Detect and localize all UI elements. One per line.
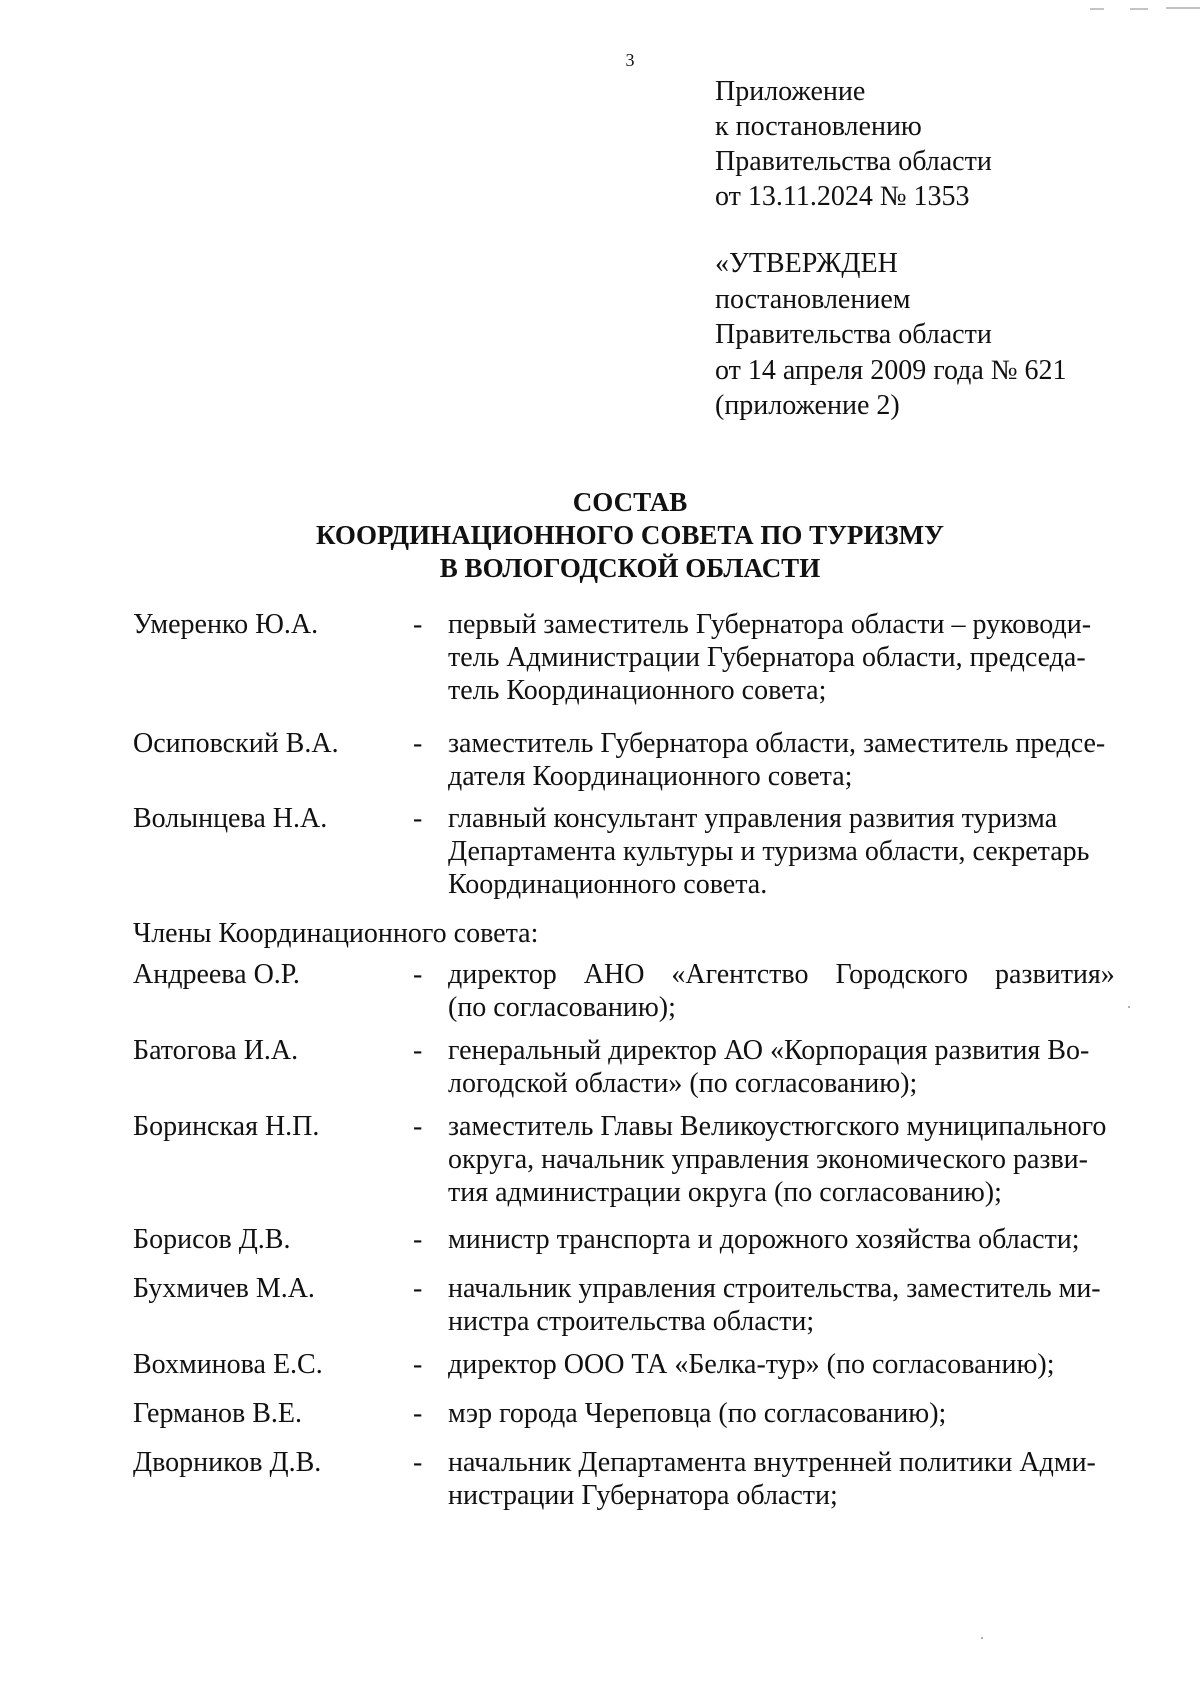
member-role <box>448 1272 1128 1338</box>
member-dash: - <box>413 1035 423 1066</box>
approval-stamp-text <box>715 246 1067 424</box>
role-line: тель Координационного совета; <box>448 675 827 706</box>
appendix-line: Правительства области <box>715 146 992 177</box>
approval-line: постановлением <box>715 283 911 315</box>
role-line: генеральный директор АО «Корпорация развития Во- <box>448 1035 1090 1066</box>
member-name: Волынцева Н.А. <box>133 803 328 834</box>
member-name: Вохминова Е.С. <box>133 1349 323 1380</box>
scan-speck <box>1128 1006 1130 1008</box>
member-role <box>448 1446 1128 1512</box>
member-role <box>448 1397 1128 1430</box>
member-name: Батогова И.А. <box>133 1035 299 1066</box>
role-line: дателя Координационного совета; <box>448 761 853 792</box>
member-dash: - <box>413 1349 423 1380</box>
role-line: Координационного совета. <box>448 869 768 900</box>
member-name: Боринская Н.П. <box>133 1111 320 1142</box>
appendix-line: Приложение <box>715 76 866 107</box>
role-line: логодской области» (по согласованию); <box>448 1068 918 1099</box>
member-dash: - <box>413 803 423 834</box>
role-line: тель Администрации Губернатора области, председа- <box>448 642 1086 673</box>
member-dash: - <box>413 1273 423 1304</box>
title-line: СОСТАВ <box>572 487 688 517</box>
role-line: (по согласованию); <box>448 992 676 1023</box>
role-line: начальник Департамента внутренней политики Адми- <box>448 1447 1096 1478</box>
member-role <box>448 1034 1128 1100</box>
role-line: министр транспорта и дорожного хозяйства области; <box>448 1224 1080 1255</box>
member-name: Германов В.Е. <box>133 1398 302 1429</box>
member-name: Осиповский В.А. <box>133 728 339 759</box>
role-line: округа, начальник управления экономического разви- <box>448 1144 1088 1175</box>
title-line: В ВОЛОГОДСКОЙ ОБЛАСТИ <box>439 553 821 583</box>
appendix-line: от 13.11.2024 № 1353 <box>715 181 970 212</box>
member-role <box>448 1348 1128 1381</box>
appendix-line: к постановлению <box>715 111 922 142</box>
member-role <box>448 727 1128 793</box>
member-role <box>448 1110 1128 1209</box>
document-title <box>0 486 1200 585</box>
member-name: Андреева О.Р. <box>133 959 300 990</box>
member-role <box>448 608 1128 707</box>
role-line: тия администрации округа (по согласованию); <box>448 1177 1002 1208</box>
member-name: Бухмичев М.А. <box>133 1273 315 1304</box>
member-dash: - <box>413 1111 423 1142</box>
role-line: заместитель Главы Великоустюгского муниципального <box>448 1111 1107 1142</box>
members-section-label: Члены Координационного совета: <box>133 918 539 949</box>
page-number: 3 <box>625 50 635 70</box>
approval-line: от 14 апреля 2009 года № 621 <box>715 354 1067 386</box>
member-role <box>448 1223 1128 1256</box>
member-name: Дворников Д.В. <box>133 1447 322 1478</box>
title-line: КООРДИНАЦИОННОГО СОВЕТА ПО ТУРИЗМУ <box>316 520 944 550</box>
appendix-header <box>715 74 992 214</box>
member-role <box>448 802 1128 901</box>
member-name: Умеренко Ю.А. <box>133 609 319 640</box>
member-name: Борисов Д.В. <box>133 1224 291 1255</box>
member-dash: - <box>413 609 423 640</box>
role-line: Департамента культуры и туризма области, секретарь <box>448 836 1090 867</box>
approval-line: (приложение 2) <box>715 390 900 421</box>
member-role <box>448 958 1128 1024</box>
member-dash: - <box>413 1447 423 1478</box>
role-line: нистра строительства области; <box>448 1306 815 1337</box>
scan-corner-mark <box>1090 0 1200 6</box>
role-line: главный консультант управления развития туризма <box>448 803 1058 834</box>
role-line: начальник управления строительства, заместитель ми- <box>448 1273 1101 1304</box>
member-dash: - <box>413 1398 423 1429</box>
approval-line: Правительства области <box>715 319 992 350</box>
member-dash: - <box>413 728 423 759</box>
role-line: директор ООО ТА «Белка-тур» (по согласованию); <box>448 1349 1055 1380</box>
scan-speck <box>981 1637 983 1639</box>
role-line: мэр города Череповца (по согласованию); <box>448 1398 947 1429</box>
role-line: первый заместитель Губернатора области – руководи- <box>448 609 1092 640</box>
role-line: директор АНО «Агентство Городского развития» <box>448 959 1115 990</box>
role-line: заместитель Губернатора области, заместитель предсе- <box>448 728 1106 759</box>
member-dash: - <box>413 1224 423 1255</box>
member-dash: - <box>413 959 423 990</box>
role-line: нистрации Губернатора области; <box>448 1480 838 1511</box>
approval-line: «УТВЕРЖДЕН <box>715 248 898 279</box>
